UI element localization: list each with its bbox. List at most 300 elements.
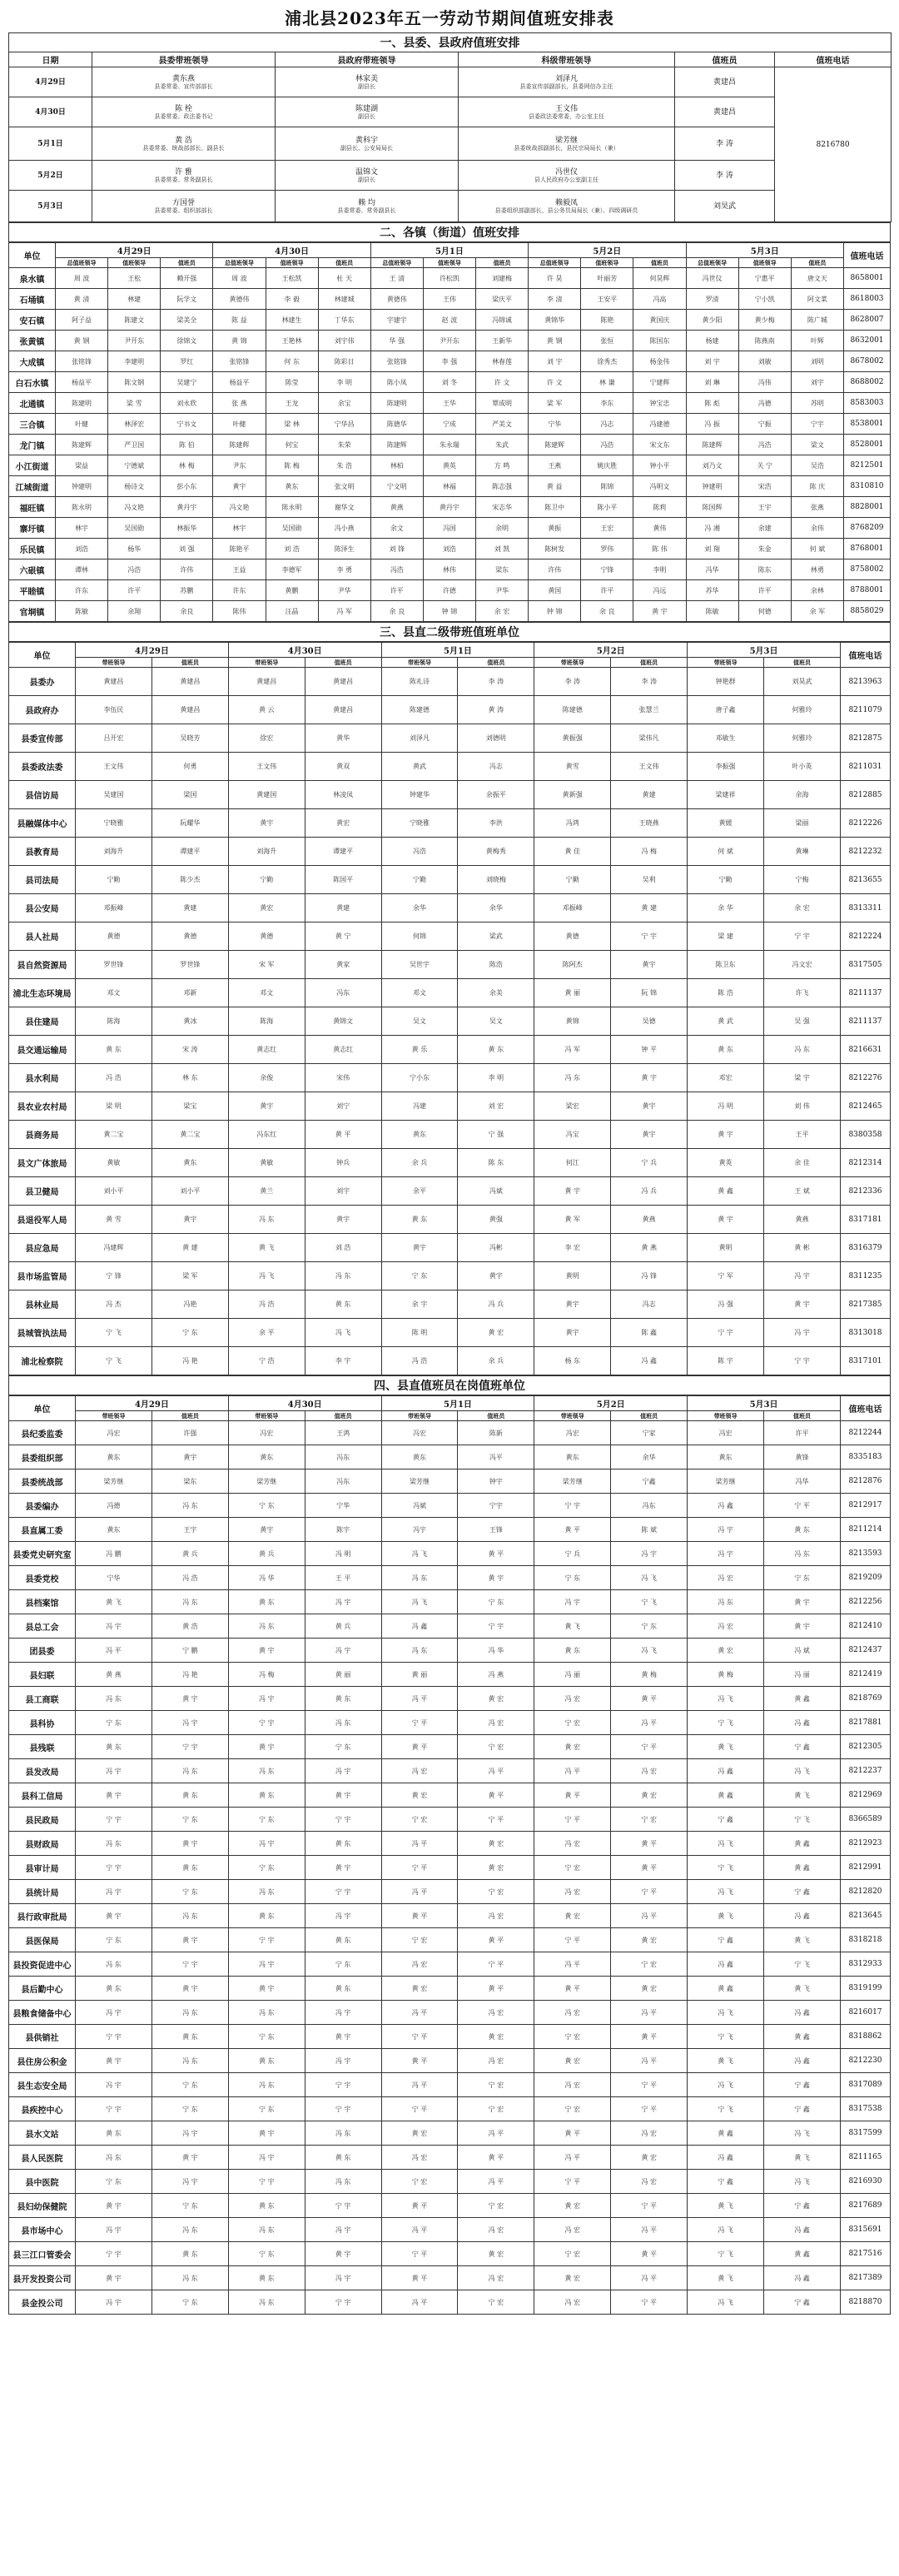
s4-leader: 冯 宏 xyxy=(534,1687,611,1711)
s4-leader: 宁 宇 xyxy=(76,2097,152,2121)
s4-leader: 冯 宏 xyxy=(534,2290,611,2315)
s4-leader: 宁 东 xyxy=(76,1711,152,1735)
s4-leader: 冯 飞 xyxy=(381,1542,458,1566)
s4-duty: 黄 东 xyxy=(151,1783,228,1808)
s1-row xyxy=(9,97,892,127)
s2-cell: 余宝 xyxy=(318,393,370,414)
s3-leader: 黄宇 xyxy=(534,1290,611,1319)
s3-row xyxy=(9,668,891,696)
s4-duty: 黄 宇 xyxy=(305,2025,381,2049)
s1-leader-title: 副县长、公安局局长 xyxy=(340,144,393,152)
s2-cell: 谭林 xyxy=(56,559,108,580)
s2-cell: 何宝 xyxy=(266,435,318,455)
s3-duty: 余 宏 xyxy=(764,894,841,922)
s2-cell: 刘 冬 xyxy=(423,372,475,393)
s2-cell: 陈建辉 xyxy=(686,435,738,455)
s4-leader: 冯 飞 xyxy=(688,2218,764,2242)
s2-cell: 朱 浩 xyxy=(318,455,370,476)
s4-row xyxy=(9,1518,891,1542)
s4-row xyxy=(9,2170,891,2194)
s4-duty: 黄 平 xyxy=(611,1687,688,1711)
s3-leader: 黄 军 xyxy=(534,1206,611,1234)
s3-row xyxy=(9,838,891,866)
s2-cell: 王 清 xyxy=(370,268,423,289)
s1-duty: 黄建昌 xyxy=(675,67,775,97)
s4-duty: 冯 斌 xyxy=(764,1639,841,1663)
s1-leader-title: 副县长 xyxy=(358,176,375,183)
s3-row xyxy=(9,1262,891,1290)
s3-leader: 梁宏 xyxy=(534,1092,611,1121)
s1-header: 值班员 xyxy=(675,52,775,67)
s1-leader xyxy=(276,97,459,127)
s4-duty: 宁 宏 xyxy=(458,1735,534,1759)
s4-duty: 宁 宏 xyxy=(458,1880,534,1904)
s4-unit: 县妇幼保健院 xyxy=(9,2194,76,2218)
s2-cell: 陈建辉 xyxy=(56,435,108,455)
s1-leader-name: 陈 栓 xyxy=(175,104,192,113)
s4-duty: 黄 飞 xyxy=(764,1783,841,1808)
s4-duty: 宁 平 xyxy=(611,1735,688,1759)
s3-duty: 黄 建 xyxy=(151,1234,228,1262)
s2-subheader: 值班领导 xyxy=(423,258,475,268)
s4-leader: 冯 鹏 xyxy=(76,1542,152,1566)
s4-duty: 黄 平 xyxy=(458,1783,534,1808)
s2-cell: 苏华 xyxy=(686,580,738,601)
s3-duty: 林 东 xyxy=(151,1064,228,1092)
s2-phone-header: 值班电话 xyxy=(844,243,891,268)
s2-row xyxy=(9,455,891,476)
s3-duty: 黄 涛 xyxy=(458,696,534,724)
s2-cell: 黄宇 xyxy=(213,476,266,497)
s4-leader: 黄 东 xyxy=(76,1977,152,2001)
s2-cell: 徐锦文 xyxy=(161,331,213,351)
s4-phone: 8212917 xyxy=(841,1494,891,1518)
s4-duty: 宁 东 xyxy=(151,1808,228,1832)
s4-leader: 黄 东 xyxy=(228,1783,305,1808)
s1-leader-name: 赖 均 xyxy=(358,198,375,207)
s3-leader: 吴世宇 xyxy=(381,951,458,979)
s3-duty: 陈浩 xyxy=(458,951,534,979)
s2-phone: 8538001 xyxy=(844,414,891,435)
s4-duty: 黄 飞 xyxy=(764,2146,841,2170)
s2-unit: 龙门镇 xyxy=(9,435,56,455)
s4-duty: 黄 宇 xyxy=(151,1928,228,1952)
s3-duty: 黄宏 xyxy=(305,809,381,838)
s4-duty: 冯 艳 xyxy=(151,1663,228,1687)
s4-leader: 冯 东 xyxy=(228,1759,305,1783)
s4-leader: 冯 平 xyxy=(381,2218,458,2242)
s2-cell: 刘浩 xyxy=(56,539,108,559)
s1-header: 县委带班领导 xyxy=(92,52,276,67)
s3-leader: 黄宇 xyxy=(381,1234,458,1262)
s4-leader: 宁 东 xyxy=(534,1566,611,1590)
s4-phone: 8335183 xyxy=(841,1445,891,1470)
s3-unit: 县教育局 xyxy=(9,838,76,866)
s3-phone: 8212875 xyxy=(841,724,891,753)
s3-duty: 邓新 xyxy=(151,979,228,1007)
s4-duty: 黄 东 xyxy=(764,1518,841,1542)
s3-leader: 黄宇 xyxy=(228,1092,305,1121)
s3-unit: 县林业局 xyxy=(9,1290,76,1319)
s2-cell: 张铭锋 xyxy=(56,351,108,372)
s4-row xyxy=(9,2121,891,2146)
s4-leader: 冯宏 xyxy=(228,1421,305,1445)
s3-leader: 黄明 xyxy=(688,1234,764,1262)
s2-cell: 李 明 xyxy=(318,372,370,393)
s1-leader-name: 冯世仪 xyxy=(554,167,578,177)
s1-row xyxy=(9,67,892,97)
s2-cell: 周 波 xyxy=(56,268,108,289)
s3-leader: 陈 明 xyxy=(381,1319,458,1347)
s3-leader: 黄宇 xyxy=(228,809,305,838)
s4-day-header: 5月3日 xyxy=(688,1396,841,1411)
s3-leader: 余平 xyxy=(381,1177,458,1206)
s3-leader: 陈阿杰 xyxy=(534,951,611,979)
s4-duty: 黄 东 xyxy=(305,1687,381,1711)
s2-cell: 王松 xyxy=(108,268,161,289)
s3-leader: 邓敏生 xyxy=(688,724,764,753)
s4-leader: 冯 宏 xyxy=(688,1566,764,1590)
s4-leader: 冯 宇 xyxy=(76,1614,152,1639)
section3-title: 三、县直二级带班值班单位 xyxy=(9,623,891,642)
s3-duty: 冯 东 xyxy=(305,1262,381,1290)
s3-leader: 杨 东 xyxy=(534,1347,611,1375)
s2-cell: 黄英 xyxy=(423,455,475,476)
s4-leader: 冯 华 xyxy=(228,1566,305,1590)
s4-row xyxy=(9,1542,891,1566)
s1-date: 4月30日 xyxy=(9,97,92,127)
s2-cell: 冯明文 xyxy=(633,476,686,497)
s2-cell: 冯志 xyxy=(581,414,633,435)
s3-leader: 陈 宇 xyxy=(688,1347,764,1375)
s2-cell: 王安平 xyxy=(581,289,633,310)
s1-leader-title: 县人民政府办公室副主任 xyxy=(534,176,599,183)
s4-duty: 冯东 xyxy=(611,1494,688,1518)
s3-leader: 梁 建 xyxy=(688,922,764,951)
section1-table xyxy=(8,32,892,222)
s4-duty: 宁 宇 xyxy=(305,2073,381,2097)
s3-unit: 县卫健局 xyxy=(9,1177,76,1206)
s4-leader: 冯 飞 xyxy=(688,1687,764,1711)
s3-leader: 黄英 xyxy=(688,1149,764,1177)
s3-duty: 宁 兵 xyxy=(611,1149,688,1177)
s4-leader: 宁华 xyxy=(76,1566,152,1590)
s3-duty: 陈少杰 xyxy=(151,866,228,894)
s2-cell: 余明 xyxy=(476,518,529,539)
s2-cell: 陈建明 xyxy=(56,393,108,414)
s4-duty: 宁 东 xyxy=(151,2097,228,2121)
s2-cell: 林泽宏 xyxy=(108,414,161,435)
s4-leader: 黄 飞 xyxy=(688,1735,764,1759)
s4-leader: 冯 平 xyxy=(76,1639,152,1663)
s3-subheader: 值班员 xyxy=(764,658,841,668)
s4-duty: 宁鑫 xyxy=(611,1470,688,1494)
s3-duty: 黄宇 xyxy=(611,951,688,979)
s2-cell: 王益 xyxy=(213,559,266,580)
s3-row xyxy=(9,696,891,724)
s4-duty: 冯 宇 xyxy=(305,2049,381,2073)
s3-leader: 黄 东 xyxy=(381,1206,458,1234)
s4-duty: 黄 宏 xyxy=(458,2025,534,2049)
s2-subheader: 总值班领导 xyxy=(213,258,266,268)
s4-leader: 宁 宇 xyxy=(76,1856,152,1880)
s3-row xyxy=(9,922,891,951)
s4-unit: 县供销社 xyxy=(9,2025,76,2049)
s3-row xyxy=(9,866,891,894)
s2-cell: 叶辉 xyxy=(791,331,843,351)
s2-cell: 黄 清 xyxy=(56,289,108,310)
s4-duty: 许强 xyxy=(151,1421,228,1445)
s1-leader-name: 温锦文 xyxy=(355,167,378,177)
s2-cell: 钟 锦 xyxy=(423,601,475,622)
s4-duty: 王锋 xyxy=(458,1518,534,1542)
s3-phone: 8212276 xyxy=(841,1064,891,1092)
s4-phone: 8211214 xyxy=(841,1518,891,1542)
s4-leader: 黄 丽 xyxy=(381,1663,458,1687)
s4-subheader: 值班员 xyxy=(151,1411,228,1421)
page-title: 浦北县2023年五一劳动节期间值班安排表 xyxy=(285,8,614,28)
s3-duty: 何雅玲 xyxy=(764,696,841,724)
s4-leader: 冯 平 xyxy=(381,2290,458,2315)
s3-leader: 冯建 xyxy=(381,1092,458,1121)
s4-duty: 宁 平 xyxy=(611,2073,688,2097)
s4-phone: 8317599 xyxy=(841,2121,891,2146)
s4-duty: 黄 宇 xyxy=(305,1783,381,1808)
s3-leader: 黄新强 xyxy=(534,781,611,809)
s3-leader: 宁小东 xyxy=(381,1064,458,1092)
s1-leader xyxy=(276,161,459,191)
s4-leader: 冯 飞 xyxy=(381,1590,458,1614)
s3-duty: 刘晓梅 xyxy=(458,866,534,894)
s3-leader: 宁晓雅 xyxy=(381,809,458,838)
s3-leader: 黄敏 xyxy=(228,1149,305,1177)
s3-leader: 邓振峰 xyxy=(76,894,152,922)
s2-cell: 张燕 xyxy=(791,497,843,518)
s4-unit: 县委党史研究室 xyxy=(9,1542,76,1566)
s2-cell: 陈建文 xyxy=(108,310,161,331)
s4-row xyxy=(9,1856,891,1880)
s3-duty: 刘 浩 xyxy=(305,1234,381,1262)
s4-leader: 宁 宏 xyxy=(534,1711,611,1735)
s3-duty: 黄 东 xyxy=(458,1036,534,1064)
s4-unit: 县住房公积金 xyxy=(9,2049,76,2073)
s2-cell: 刘宇 xyxy=(791,372,843,393)
s4-duty: 宁 宇 xyxy=(305,2194,381,2218)
s4-leader: 黄 宇 xyxy=(76,1783,152,1808)
s2-cell: 黄伟 xyxy=(633,518,686,539)
s4-phone: 8218870 xyxy=(841,2290,891,2315)
s4-row xyxy=(9,2146,891,2170)
s1-leader-name: 赖毅凤 xyxy=(554,198,578,207)
s3-row xyxy=(9,1036,891,1064)
s2-cell: 陈莹 xyxy=(266,372,318,393)
s3-leader: 李 宏 xyxy=(534,1234,611,1262)
s3-duty: 冯 兵 xyxy=(458,1290,534,1319)
s4-row xyxy=(9,1928,891,1952)
s4-leader: 黄 宏 xyxy=(381,2121,458,2146)
s4-duty: 宁 鑫 xyxy=(764,2290,841,2315)
s4-leader: 宁 宇 xyxy=(76,1808,152,1832)
s3-duty: 黄建 xyxy=(611,781,688,809)
s4-leader: 冯 宇 xyxy=(688,1518,764,1542)
s3-duty: 吴 强 xyxy=(764,1007,841,1036)
s2-phone: 8632001 xyxy=(844,331,891,351)
s2-cell: 冯德 xyxy=(738,393,791,414)
s3-leader: 邓文 xyxy=(381,979,458,1007)
section3-table xyxy=(8,622,891,642)
s1-duty: 李 涛 xyxy=(675,127,775,161)
s2-cell: 徐秀杰 xyxy=(581,351,633,372)
s3-duty: 黄 东 xyxy=(305,1290,381,1319)
s4-duty: 黄 宇 xyxy=(764,1590,841,1614)
s3-leader: 黄 宇 xyxy=(534,1177,611,1206)
s3-duty: 冯文宏 xyxy=(764,951,841,979)
s2-cell: 宁成 xyxy=(423,414,475,435)
s3-leader: 余 兵 xyxy=(381,1149,458,1177)
s3-duty: 张慧兰 xyxy=(611,696,688,724)
s2-cell: 余 宏 xyxy=(476,601,529,622)
s4-unit: 县科协 xyxy=(9,1711,76,1735)
s2-cell: 刘 锋 xyxy=(370,539,423,559)
s2-cell: 梁 林 xyxy=(266,414,318,435)
s4-day-header: 5月2日 xyxy=(534,1396,688,1411)
s2-cell: 杨建 xyxy=(686,331,738,351)
s4-leader: 宁 平 xyxy=(381,2242,458,2266)
s2-cell: 王宏 xyxy=(581,518,633,539)
s4-duty: 冯 宇 xyxy=(305,1759,381,1783)
s1-leader-name: 刘泽凡 xyxy=(554,74,578,83)
s2-cell: 王龙 xyxy=(266,393,318,414)
s2-cell: 黄国 xyxy=(529,580,581,601)
s4-duty: 黄 宇 xyxy=(305,2242,381,2266)
s2-cell: 陈德华 xyxy=(370,414,423,435)
s3-leader: 冯 杰 xyxy=(76,1290,152,1319)
s4-row xyxy=(9,1783,891,1808)
s2-cell: 刘 凯 xyxy=(476,539,529,559)
s3-duty: 刘宇 xyxy=(305,1177,381,1206)
s1-leader xyxy=(276,67,459,97)
s4-duty: 冯 浩 xyxy=(151,1566,228,1590)
s3-phone: 8212226 xyxy=(841,809,891,838)
s3-duty: 李洪 xyxy=(458,809,534,838)
s3-phone: 8213655 xyxy=(841,866,891,894)
s2-cell: 杜 天 xyxy=(318,268,370,289)
s4-leader: 黄 东 xyxy=(228,1590,305,1614)
s2-cell: 李德军 xyxy=(266,559,318,580)
s3-duty: 黄建 xyxy=(151,894,228,922)
s3-duty: 宋伟 xyxy=(305,1064,381,1092)
s4-unit: 县生态安全局 xyxy=(9,2073,76,2097)
s4-leader: 黄 宇 xyxy=(228,2121,305,2146)
s4-leader: 黄 燕 xyxy=(76,1663,152,1687)
s2-cell: 黄鹏 xyxy=(266,580,318,601)
s3-phone: 8213963 xyxy=(841,668,891,696)
s4-row xyxy=(9,2097,891,2121)
s3-leader: 陈海 xyxy=(228,1007,305,1036)
s4-duty: 宁 平 xyxy=(611,2290,688,2315)
s2-cell: 刘 琳 xyxy=(686,372,738,393)
s3-unit: 县政府办 xyxy=(9,696,76,724)
s4-duty: 冯 宇 xyxy=(151,1711,228,1735)
s4-leader: 冯 宏 xyxy=(688,1614,764,1639)
s4-phone: 8216930 xyxy=(841,2170,891,2194)
s3-duty: 李 涛 xyxy=(611,668,688,696)
s2-row xyxy=(9,435,891,455)
s2-cell: 黄 钢 xyxy=(529,331,581,351)
s3-leader: 李 涛 xyxy=(534,668,611,696)
s2-head-row xyxy=(9,243,891,258)
s4-duty: 冯 宇 xyxy=(305,2001,381,2025)
s4-duty: 黄 东 xyxy=(305,1928,381,1952)
s2-cell: 吴国勋 xyxy=(266,518,318,539)
s2-phone: 8768001 xyxy=(844,539,891,559)
s2-cell: 冯小燕 xyxy=(318,518,370,539)
s2-cell: 陈泽生 xyxy=(318,539,370,559)
s3-phone: 8317101 xyxy=(841,1347,891,1375)
schedule-page xyxy=(8,0,891,2315)
s2-unit: 白石水镇 xyxy=(9,372,56,393)
s4-leader: 梁芳继 xyxy=(534,1470,611,1494)
s1-leader-title: 副县长 xyxy=(358,112,375,120)
s1-leader xyxy=(92,127,276,161)
s2-cell: 何 东 xyxy=(266,351,318,372)
s4-leader: 宁 宇 xyxy=(76,2242,152,2266)
s2-cell: 李 毅 xyxy=(266,289,318,310)
s3-unit: 县住建局 xyxy=(9,1007,76,1036)
section4-title: 四、县直值班员在岗值班单位 xyxy=(9,1376,891,1395)
s3-row xyxy=(9,1290,891,1319)
s4-phone: 8212230 xyxy=(841,2049,891,2073)
s4-unit: 县妇联 xyxy=(9,1663,76,1687)
s4-leader: 冯 东 xyxy=(688,1590,764,1614)
s4-leader: 黄 东 xyxy=(228,1904,305,1928)
s4-unit: 县三江口管委会 xyxy=(9,2242,76,2266)
s3-phone: 8316379 xyxy=(841,1234,891,1262)
s4-leader: 冯宏 xyxy=(381,1421,458,1445)
s3-duty: 刘小平 xyxy=(151,1177,228,1206)
s4-duty: 黄 宇 xyxy=(458,1566,534,1590)
s4-leader: 黄 梅 xyxy=(688,1663,764,1687)
s2-cell: 陈艳 xyxy=(581,310,633,331)
s3-duty: 黄锦文 xyxy=(305,1007,381,1036)
s4-unit: 县民政局 xyxy=(9,1808,76,1832)
s3-leader: 黄 东 xyxy=(76,1036,152,1064)
s2-cell: 王华 xyxy=(423,393,475,414)
s2-cell: 宋志华 xyxy=(476,497,529,518)
s3-day-header: 5月3日 xyxy=(688,643,841,658)
s4-duty: 王宇 xyxy=(151,1518,228,1542)
s2-cell: 陈东 xyxy=(738,559,791,580)
s3-duty: 宁 东 xyxy=(151,1319,228,1347)
s4-duty: 黄 东 xyxy=(305,2146,381,2170)
s4-duty: 冯 明 xyxy=(305,1542,381,1566)
s4-duty: 黄 宏 xyxy=(458,2242,534,2266)
s2-cell: 黄东 xyxy=(266,476,318,497)
s4-duty: 冯东 xyxy=(305,1445,381,1470)
s2-cell: 李 清 xyxy=(529,289,581,310)
s2-cell: 冯浩 xyxy=(108,559,161,580)
s2-cell: 李 勇 xyxy=(318,559,370,580)
s4-leader: 黄 东 xyxy=(228,2049,305,2073)
s3-leader: 宁勤 xyxy=(76,866,152,894)
s3-row xyxy=(9,894,891,922)
s4-duty: 冯 丽 xyxy=(764,1663,841,1687)
s3-duty: 黄宇 xyxy=(151,1206,228,1234)
s4-leader: 冯 鑫 xyxy=(688,1952,764,1977)
s3-duty: 梁丽 xyxy=(764,809,841,838)
s3-phone-header: 值班电话 xyxy=(841,643,891,668)
s2-cell: 叶丽芳 xyxy=(581,268,633,289)
